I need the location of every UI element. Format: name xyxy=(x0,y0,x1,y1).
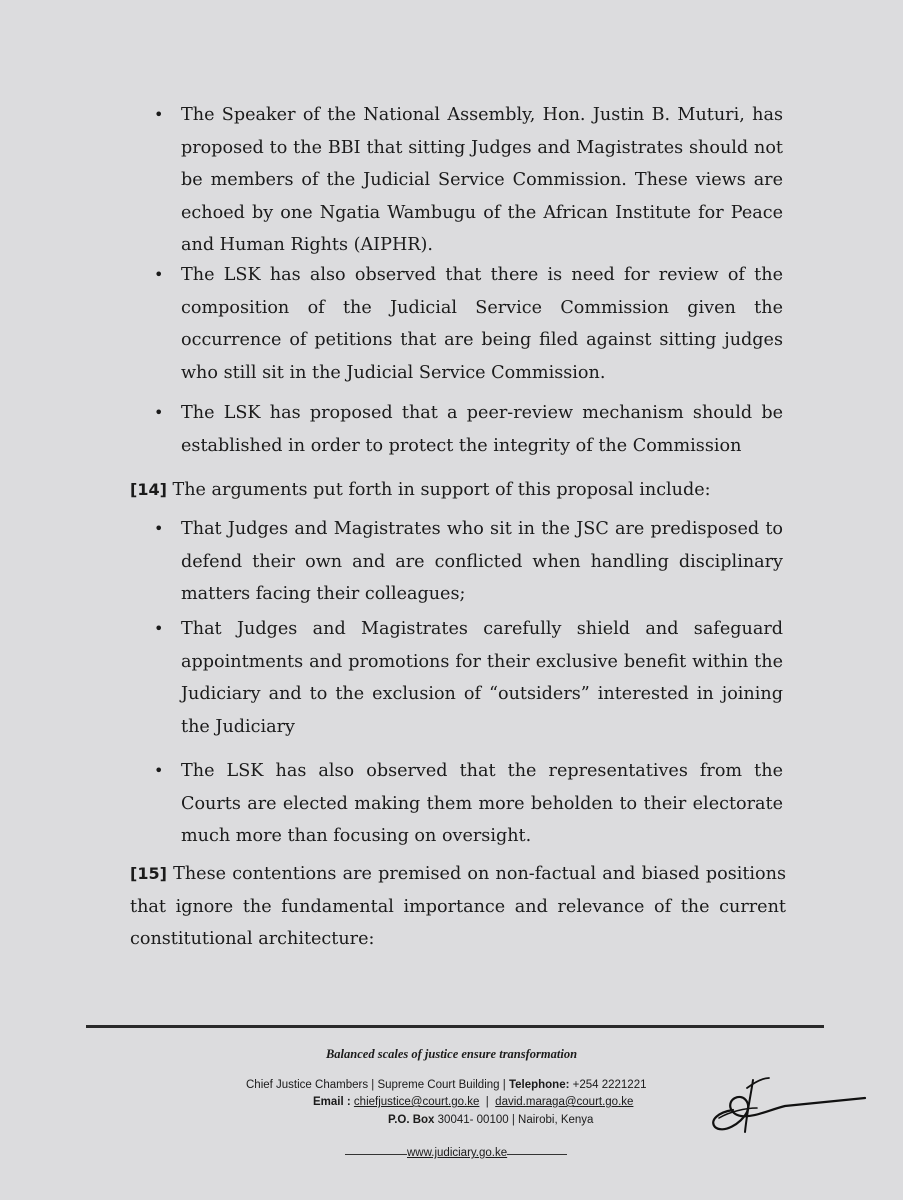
website-link[interactable]: www.judiciary.go.ke xyxy=(407,1147,508,1159)
email-link-chiefjustice[interactable]: chiefjustice@court.go.ke xyxy=(353,1096,480,1108)
paragraph-text: The arguments put forth in support of this proposal include: xyxy=(172,480,711,500)
email-separator: | xyxy=(485,1096,489,1108)
bullet-text: That Judges and Magistrates carefully shield and safeguard appointments and promotions for their exclusive benefit within the Judiciary and to the exclusion of “outsiders” interested in joining the Judiciary xyxy=(181,619,783,737)
bullet-text: The LSK has proposed that a peer-review mechanism should be established in order to protect the integrity of the Commission xyxy=(181,403,783,456)
bullet-dot: • xyxy=(154,761,164,780)
bullet-item xyxy=(154,755,783,853)
bullet-item xyxy=(154,613,783,743)
bullet-dot: • xyxy=(154,265,164,284)
website-underline-right xyxy=(507,1154,567,1155)
footer-address-line xyxy=(246,1079,647,1091)
bullet-dot: • xyxy=(154,403,164,422)
bullet-dot: • xyxy=(154,619,164,638)
footer-divider xyxy=(86,1025,824,1028)
telephone-label: Telephone: xyxy=(508,1079,570,1091)
bullet-text: The LSK has also observed that the representatives from the Courts are elected making them more beholden to their electorate much more than focusing on oversight. xyxy=(181,761,783,846)
footer-po-box-line xyxy=(388,1114,593,1126)
bullet-dot: • xyxy=(154,105,164,124)
address-text: Chief Justice Chambers | Supreme Court Building | xyxy=(246,1079,506,1091)
website-underline-left xyxy=(345,1154,407,1155)
footer-website-line xyxy=(345,1147,567,1159)
signature-mark xyxy=(705,1072,870,1137)
footer-motto: Balanced scales of justice ensure transformation xyxy=(325,1047,578,1061)
bullet-text: That Judges and Magistrates who sit in the JSC are predisposed to defend their own and are conflicted when handling disciplinary matters facing their colleagues; xyxy=(181,519,783,604)
paragraph-text: These contentions are premised on non-factual and biased positions that ignore the fundamental importance and relevance of the current constitutional architecture: xyxy=(130,864,786,949)
telephone-number: +254 2221221 xyxy=(572,1079,647,1091)
po-box-text: 30041- 00100 | Nairobi, Kenya xyxy=(437,1114,594,1126)
paragraph-14 xyxy=(130,474,786,507)
email-label: Email : xyxy=(313,1096,351,1108)
bullet-text: The Speaker of the National Assembly, Hon. Justin B. Muturi, has proposed to the BBI that sitting Judges and Magistrates should not be members of the Judicial Service Commission. These views are echoed by one Ngatia Wambugu of the African Institute for Peace and Human Rights (AIPHR). xyxy=(181,105,783,255)
paragraph-number: [15] xyxy=(130,864,167,883)
paragraph-number: [14] xyxy=(130,480,167,499)
po-box-label: P.O. Box xyxy=(388,1114,435,1126)
bullet-item xyxy=(154,259,783,389)
footer-email-line xyxy=(313,1096,633,1108)
bullet-dot: • xyxy=(154,519,164,538)
bullet-text: The LSK has also observed that there is need for review of the composition of the Judicial Service Commission given the occurrence of petitions that are being filed against sitting judges who still sit in the Judicial Service Commission. xyxy=(181,265,783,383)
paragraph-15 xyxy=(130,858,786,956)
email-link-maraga[interactable]: david.maraga@court.go.ke xyxy=(495,1096,634,1108)
bullet-item xyxy=(154,513,783,611)
bullet-item xyxy=(154,99,783,262)
bullet-item xyxy=(154,397,783,462)
